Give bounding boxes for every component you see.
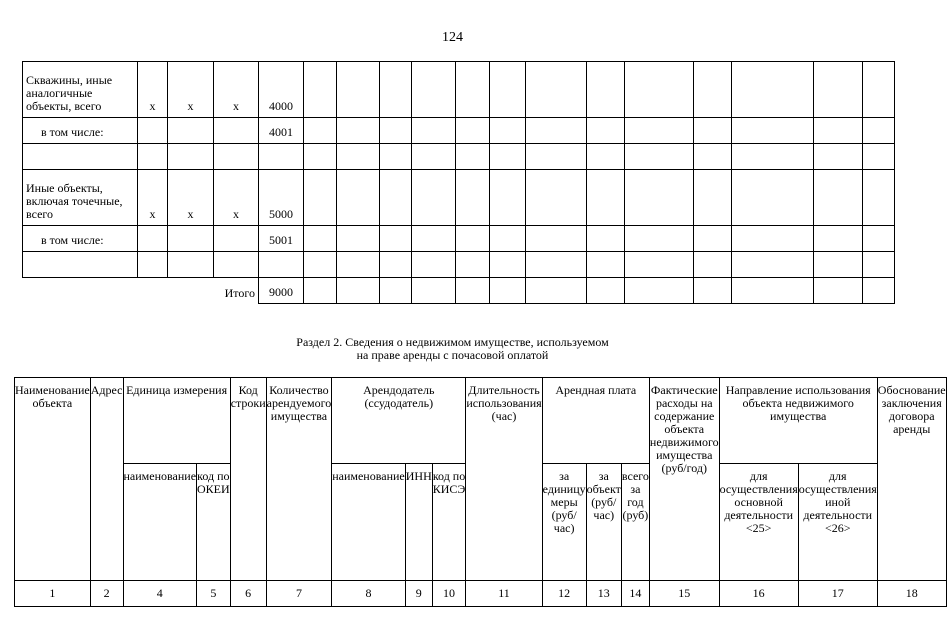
row-mark-cell: x — [214, 170, 259, 226]
empty-cell — [412, 252, 456, 278]
row-label: Скважины, иные аналогичные объекты, всего — [23, 62, 138, 118]
empty-cell — [814, 226, 863, 252]
header-lessor-inn: ИНН — [405, 464, 432, 581]
header-unit: Единица измерения — [123, 378, 230, 464]
empty-cell — [625, 252, 694, 278]
empty-cell — [587, 226, 625, 252]
empty-cell — [694, 62, 732, 118]
column-number: 10 — [432, 581, 466, 607]
header-rent: Арендная плата — [542, 378, 649, 464]
empty-cell — [526, 144, 587, 170]
empty-cell — [732, 118, 814, 144]
table-row — [23, 118, 895, 144]
row-label: в том числе: — [23, 226, 138, 252]
empty-cell — [814, 252, 863, 278]
empty-cell — [694, 278, 732, 304]
empty-cell — [337, 62, 380, 118]
empty-cell — [526, 278, 587, 304]
empty-cell — [490, 118, 526, 144]
header-duration: Длительность использования (час) — [466, 378, 542, 581]
header-lessor: Арендодатель (ссудодатель) — [332, 378, 466, 464]
empty-cell — [694, 118, 732, 144]
row-code — [259, 252, 304, 278]
row-code — [259, 144, 304, 170]
empty-cell — [694, 226, 732, 252]
column-number: 12 — [542, 581, 586, 607]
column-number: 18 — [877, 581, 946, 607]
table-row — [23, 144, 895, 170]
empty-cell — [456, 226, 490, 252]
empty-cell — [412, 278, 456, 304]
header-address: Адрес — [90, 378, 123, 581]
row-label: Иные объекты, включая точечные, всего — [23, 170, 138, 226]
table-row — [23, 170, 895, 226]
empty-cell — [304, 62, 337, 118]
empty-cell — [412, 226, 456, 252]
row-label — [23, 144, 138, 170]
column-number: 15 — [649, 581, 719, 607]
empty-cell — [412, 170, 456, 226]
empty-cell — [732, 278, 814, 304]
header-direction: Направление использования объекта недвижимого имущества — [719, 378, 877, 464]
row-mark-cell — [168, 144, 214, 170]
empty-cell — [456, 62, 490, 118]
empty-cell — [304, 144, 337, 170]
row-mark-cell: x — [168, 170, 214, 226]
row-code: 4001 — [259, 118, 304, 144]
empty-cell — [304, 170, 337, 226]
column-number: 2 — [90, 581, 123, 607]
empty-cell — [694, 170, 732, 226]
header-rent-total-year: всего за год (руб) — [621, 464, 649, 581]
row-mark-cell: x — [214, 62, 259, 118]
empty-cell — [304, 118, 337, 144]
empty-cell — [732, 170, 814, 226]
header-quantity: Количество арендуемого имущества — [266, 378, 332, 581]
row-mark-cell: x — [168, 62, 214, 118]
empty-cell — [456, 278, 490, 304]
section-2-title — [0, 336, 905, 362]
rent-hourly-table — [14, 377, 947, 607]
column-number: 9 — [405, 581, 432, 607]
empty-cell — [587, 118, 625, 144]
empty-cell — [412, 62, 456, 118]
column-number: 13 — [586, 581, 621, 607]
empty-cell — [490, 62, 526, 118]
empty-cell — [863, 278, 895, 304]
row-mark-cell — [168, 226, 214, 252]
empty-cell — [304, 278, 337, 304]
row-mark-cell — [168, 118, 214, 144]
empty-cell — [814, 62, 863, 118]
empty-cell — [456, 252, 490, 278]
empty-cell — [863, 170, 895, 226]
row-code: 4000 — [259, 62, 304, 118]
header-direction-main: для осуществления основной деятельности <25> — [719, 464, 798, 581]
column-number: 7 — [266, 581, 332, 607]
empty-cell — [337, 226, 380, 252]
empty-cell — [587, 170, 625, 226]
empty-cell — [625, 118, 694, 144]
empty-cell — [587, 278, 625, 304]
header-rent-per-object: за объект (руб/час) — [586, 464, 621, 581]
column-number: 6 — [230, 581, 266, 607]
column-number: 1 — [15, 581, 91, 607]
header-direction-other: для осуществления иной деятельности <26> — [798, 464, 877, 581]
empty-cell — [863, 118, 895, 144]
row-label: в том числе: — [23, 118, 138, 144]
empty-cell — [625, 226, 694, 252]
empty-cell — [732, 144, 814, 170]
empty-cell — [337, 144, 380, 170]
header-basis: Обоснование заключения договора аренды — [877, 378, 946, 581]
page-number: 124 — [442, 30, 463, 45]
row-mark-cell — [138, 144, 168, 170]
empty-cell — [380, 170, 412, 226]
empty-cell — [380, 226, 412, 252]
table-row — [23, 252, 895, 278]
empty-cell — [814, 144, 863, 170]
empty-cell — [380, 144, 412, 170]
header-lessor-kise: код по КИСЭ — [432, 464, 466, 581]
empty-cell — [814, 118, 863, 144]
row-mark-cell — [138, 252, 168, 278]
header-object-name: Наименование объекта — [15, 378, 91, 581]
empty-cell — [456, 118, 490, 144]
column-number: 14 — [621, 581, 649, 607]
empty-cell — [337, 252, 380, 278]
empty-cell — [732, 252, 814, 278]
empty-cell — [337, 118, 380, 144]
empty-cell — [625, 170, 694, 226]
empty-cell — [304, 252, 337, 278]
header-unit-name: наименование — [123, 464, 197, 581]
empty-cell — [732, 226, 814, 252]
empty-cell — [337, 170, 380, 226]
objects-table — [22, 61, 895, 304]
header-rent-per-unit: за единицу меры (руб/час) — [542, 464, 586, 581]
column-number: 8 — [332, 581, 406, 607]
empty-cell — [412, 144, 456, 170]
row-mark-cell — [168, 252, 214, 278]
empty-cell — [587, 252, 625, 278]
empty-cell — [694, 144, 732, 170]
header-expenses: Фактические расходы на содержание объекта недвижимого имущества (руб/год) — [649, 378, 719, 581]
empty-cell — [490, 226, 526, 252]
empty-cell — [587, 62, 625, 118]
empty-cell — [814, 170, 863, 226]
total-label: Итого — [224, 285, 255, 300]
row-mark-cell — [138, 226, 168, 252]
section-title-line-1: Раздел 2. Сведения о недвижимом имуществе, используемом — [296, 335, 609, 349]
empty-cell — [412, 118, 456, 144]
empty-cell — [380, 62, 412, 118]
empty-cell — [526, 170, 587, 226]
row-mark-cell — [214, 144, 259, 170]
empty-cell — [337, 278, 380, 304]
empty-cell — [625, 144, 694, 170]
empty-cell — [304, 226, 337, 252]
empty-cell — [732, 62, 814, 118]
empty-cell — [490, 278, 526, 304]
empty-cell — [490, 144, 526, 170]
column-number: 16 — [719, 581, 798, 607]
empty-cell — [814, 278, 863, 304]
table-row — [23, 226, 895, 252]
row-mark-cell: x — [138, 170, 168, 226]
empty-cell — [456, 144, 490, 170]
row-mark-cell — [214, 226, 259, 252]
row-code: 5000 — [259, 170, 304, 226]
section-title-line-2: на праве аренды с почасовой оплатой — [356, 348, 549, 362]
empty-cell — [490, 252, 526, 278]
empty-cell — [380, 278, 412, 304]
empty-cell — [625, 278, 694, 304]
row-mark-cell — [138, 118, 168, 144]
row-mark-cell — [214, 118, 259, 144]
column-number: 5 — [197, 581, 231, 607]
row-mark-cell — [214, 252, 259, 278]
column-number: 4 — [123, 581, 197, 607]
total-row — [23, 278, 895, 304]
empty-cell — [526, 252, 587, 278]
row-code: 5001 — [259, 226, 304, 252]
empty-cell — [863, 144, 895, 170]
column-number: 17 — [798, 581, 877, 607]
row-label — [23, 252, 138, 278]
header-unit-okei: код по ОКЕИ — [197, 464, 231, 581]
empty-cell — [863, 226, 895, 252]
empty-cell — [863, 252, 895, 278]
empty-cell — [625, 62, 694, 118]
empty-cell — [380, 252, 412, 278]
table-row — [23, 62, 895, 118]
row-mark-cell: x — [138, 62, 168, 118]
empty-cell — [526, 62, 587, 118]
column-number: 11 — [466, 581, 542, 607]
total-code: 9000 — [259, 278, 304, 304]
header-lessor-name: наименование — [332, 464, 406, 581]
empty-cell — [490, 170, 526, 226]
empty-cell — [456, 170, 490, 226]
empty-cell — [526, 118, 587, 144]
empty-cell — [380, 118, 412, 144]
empty-cell — [694, 252, 732, 278]
empty-cell — [587, 144, 625, 170]
empty-cell — [863, 62, 895, 118]
header-line-code: Код строки — [230, 378, 266, 581]
empty-cell — [526, 226, 587, 252]
